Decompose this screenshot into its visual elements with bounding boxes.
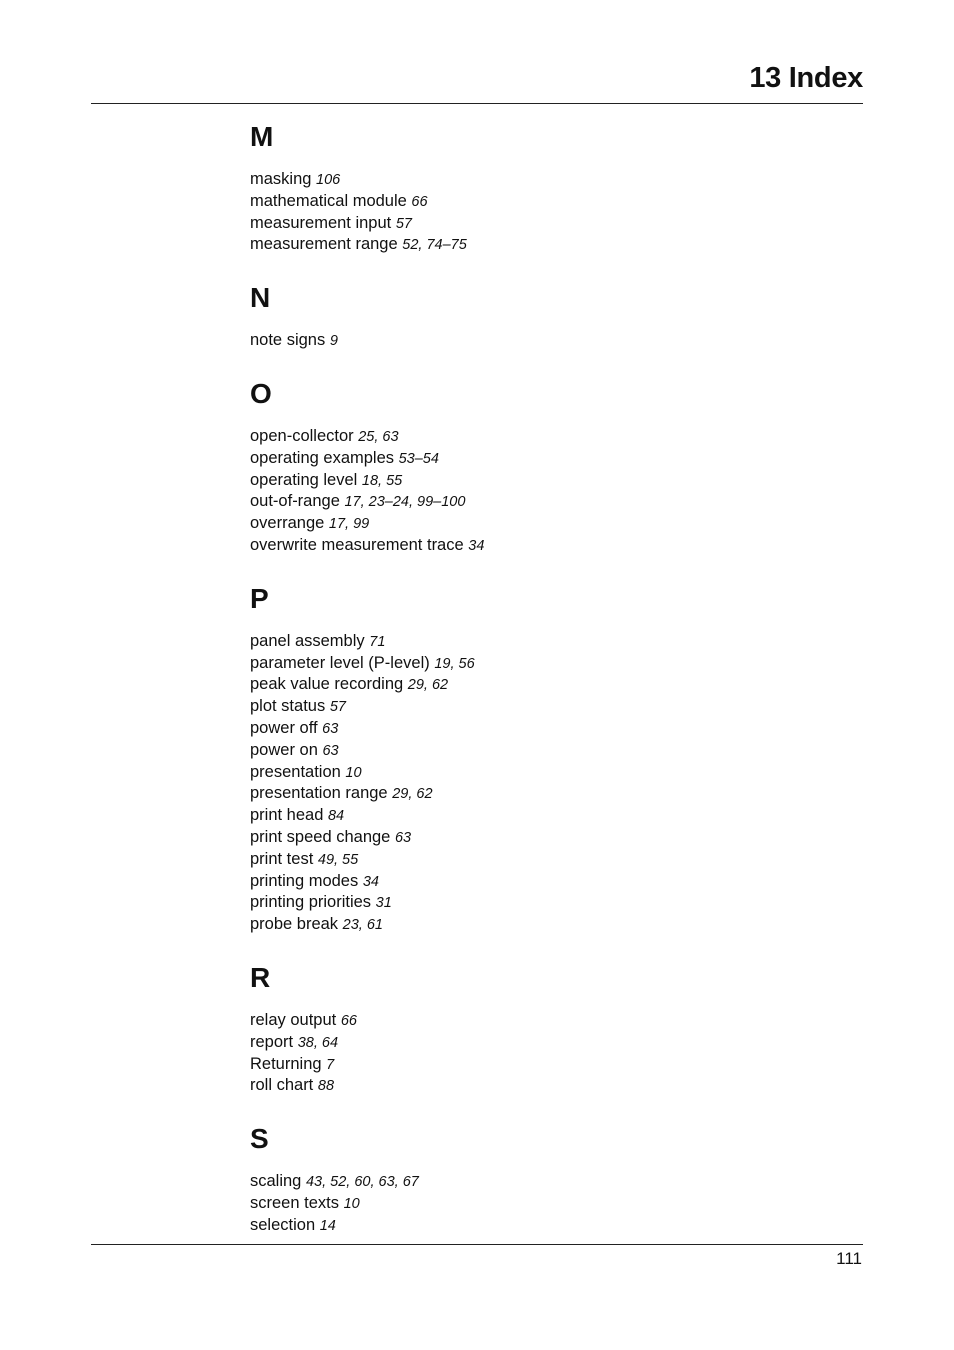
entry-term: report (250, 1032, 294, 1051)
entry-term: screen texts (250, 1193, 339, 1212)
page-title: 13 Index (749, 62, 863, 94)
index-entry (250, 1010, 850, 1032)
section-letter: N (250, 282, 271, 314)
index-entry (250, 448, 850, 470)
index-entry (250, 914, 850, 936)
section-letter: M (250, 121, 274, 152)
entry-pages: 63 (322, 742, 339, 759)
entry-pages: 38, 64 (297, 1034, 339, 1051)
entry-pages: 88 (317, 1078, 335, 1095)
index-entry (250, 1054, 850, 1076)
entry-pages: 14 (319, 1217, 336, 1234)
entry-list (250, 426, 850, 557)
entry-pages: 23, 61 (342, 917, 383, 934)
index-entry (250, 849, 850, 871)
entry-pages: 25, 63 (358, 428, 399, 445)
index-entry (250, 696, 850, 718)
index-entry (250, 513, 850, 535)
entry-term: overwrite measurement trace (250, 535, 464, 554)
index-entry (250, 234, 850, 256)
index-entry (250, 491, 850, 513)
entry-pages: 10 (345, 764, 362, 781)
entry-term: panel assembly (250, 631, 365, 650)
index-entry (250, 426, 850, 448)
section-letter: P (250, 582, 269, 614)
index-entry (250, 535, 850, 557)
index-section-p (250, 579, 850, 936)
entry-term: plot status (250, 697, 326, 716)
entry-pages: 7 (326, 1056, 335, 1073)
section-letter: O (250, 377, 272, 409)
entry-term: probe break (250, 915, 339, 934)
entry-term: print test (250, 849, 314, 868)
entry-pages: 66 (411, 193, 428, 210)
entry-pages: 17, 23–24, 99–100 (344, 494, 466, 511)
index-entry (250, 827, 850, 849)
header-divider (91, 103, 863, 104)
entry-pages: 57 (329, 699, 346, 716)
index-entry (250, 892, 850, 914)
entry-term: print speed change (250, 827, 391, 846)
index-entry (250, 1032, 850, 1054)
section-letter: S (250, 1123, 269, 1155)
entry-term: measurement range (250, 235, 398, 254)
page-number: 111 (836, 1249, 862, 1268)
entry-term: printing modes (250, 871, 359, 890)
entry-term: selection (250, 1215, 316, 1234)
entry-pages: 66 (340, 1012, 357, 1029)
entry-pages: 106 (316, 172, 341, 188)
entry-term: measurement input (250, 213, 392, 232)
index-entry (250, 653, 850, 675)
index-list (250, 117, 850, 1259)
index-section-s (250, 1119, 850, 1236)
entry-term: overrange (250, 514, 325, 533)
entry-term: power off (250, 718, 318, 737)
section-letter: R (250, 961, 271, 993)
entry-term: operating level (250, 470, 358, 489)
entry-list (250, 1171, 850, 1236)
index-entry (250, 631, 850, 653)
entry-term: mathematical module (250, 191, 407, 210)
entry-pages: 10 (343, 1195, 360, 1212)
index-entry (250, 1075, 850, 1097)
entry-term: presentation (250, 762, 341, 781)
index-entry (250, 213, 850, 235)
entry-term: operating examples (250, 448, 395, 467)
entry-pages: 29, 62 (392, 786, 433, 803)
index-entry (250, 805, 850, 827)
entry-term: out-of-range (250, 492, 340, 511)
entry-pages: 57 (395, 215, 412, 232)
index-entry (250, 740, 850, 762)
entry-pages: 29, 62 (407, 677, 449, 694)
entry-pages: 9 (329, 333, 338, 350)
entry-term: scaling (250, 1172, 302, 1191)
entry-term: note signs (250, 331, 326, 350)
index-entry (250, 1215, 850, 1237)
index-entry (250, 762, 850, 784)
index-section-r (250, 958, 850, 1097)
index-entry (250, 169, 850, 191)
entry-pages: 53–54 (398, 450, 439, 467)
index-entry (250, 783, 850, 805)
entry-list (250, 1010, 850, 1097)
entry-pages: 17, 99 (328, 516, 370, 533)
entry-term: roll chart (250, 1076, 314, 1095)
entry-pages: 52, 74–75 (402, 237, 467, 254)
entry-pages: 63 (322, 720, 339, 737)
entry-term: print head (250, 806, 324, 825)
entry-pages: 71 (369, 633, 386, 650)
index-entry (250, 470, 850, 492)
index-section-n (250, 278, 850, 352)
entry-pages: 34 (362, 873, 379, 890)
entry-term: Returning (250, 1054, 322, 1073)
entry-term: parameter level (P-level) (250, 653, 430, 672)
entry-pages: 49, 55 (317, 851, 359, 868)
entry-pages: 18, 55 (361, 472, 403, 489)
entry-list (250, 631, 850, 936)
entry-term: relay output (250, 1010, 337, 1029)
entry-list (250, 169, 850, 256)
index-entry (250, 1193, 850, 1215)
index-entry (250, 1171, 850, 1193)
entry-pages: 63 (394, 829, 412, 846)
entry-pages: 84 (327, 808, 345, 825)
entry-term: open-collector (250, 426, 354, 445)
entry-term: power on (250, 740, 318, 759)
footer-divider (91, 1244, 863, 1245)
entry-pages: 43, 52, 60, 63, 67 (305, 1174, 419, 1191)
index-entry (250, 191, 850, 213)
index-entry (250, 330, 850, 352)
index-entry (250, 674, 850, 696)
index-section-o (250, 374, 850, 557)
entry-term: printing priorities (250, 893, 372, 912)
index-section-m (250, 117, 850, 256)
index-entry (250, 871, 850, 893)
entry-term: masking (250, 170, 312, 188)
entry-term: peak value recording (250, 675, 404, 694)
entry-pages: 31 (375, 895, 392, 912)
entry-list (250, 330, 850, 352)
index-entry (250, 718, 850, 740)
entry-pages: 34 (468, 537, 485, 554)
entry-term: presentation range (250, 784, 388, 803)
entry-pages: 19, 56 (434, 655, 475, 672)
